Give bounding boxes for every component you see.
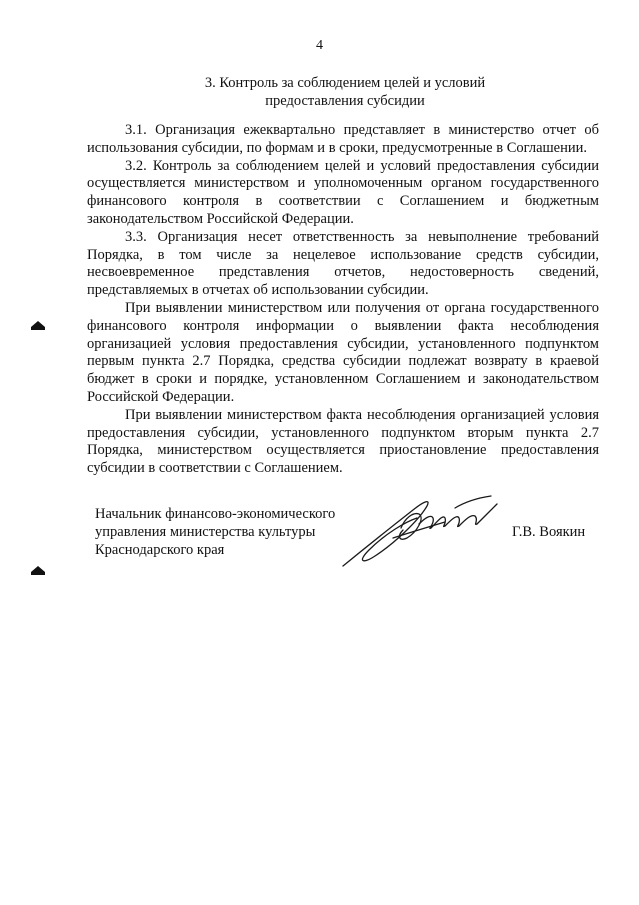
signatory-position-line-3: Краснодарского края	[95, 542, 225, 558]
handwritten-signature	[335, 488, 505, 578]
paragraph-suspension: При выявлении министерством факта несоблюдения организацией условия предоставления субсидии, установленного подпунктом вторым пункта 2.7 Порядка, министерством осуществляется приостановление предоставления субсидии в соответствии с Соглашением.	[87, 406, 599, 477]
signatory-position-line-2: управления министерства культуры	[95, 524, 316, 540]
section-title-line-2: предоставления субсидии	[265, 93, 425, 109]
document-body	[87, 122, 599, 478]
paragraph-refund: При выявлении министерством или получения от органа государственного финансового контроля информации о выявлении факта несоблюдения организацией условия предоставления субсидии, установленного подпунктом первым пункта 2.7 Порядка, средства субсидии подлежат возврату в краевой бюджет в сроки и порядке, установленном Соглашением и законодательством Российской Федерации.	[87, 299, 599, 405]
section-title-line-1: 3. Контроль за соблюдением целей и условий	[204, 75, 486, 91]
paragraph-3-1: 3.1. Организация ежеквартально представляет в министерство отчет об использования субсидии, по формам и в сроки, предусмотренные в Соглашении.	[87, 122, 599, 156]
scan-artifact-mark	[30, 563, 46, 577]
section-title	[120, 74, 570, 110]
paragraph-3-2: 3.2. Контроль за соблюдением целей и условий предоставления субсидии осуществляется министерством и уполномоченным органом государственного финансового контроля в соответствии с Соглашением и бюджетным законодательством Российской Федерации.	[87, 157, 599, 227]
signatory-block	[95, 505, 355, 559]
signer-name: Г.В. Воякин	[512, 524, 586, 540]
scan-artifact-mark	[30, 318, 46, 332]
page-number: 4	[316, 38, 323, 53]
signatory-position-line-1: Начальник финансово-экономического	[95, 506, 336, 522]
paragraph-3-3: 3.3. Организация несет ответственность за невыполнение требований Порядка, в том числе за нецелевое использование средств субсидии, несвоевременное представления отчетов, недостоверность сведений, представляемых в отчетах об использовании субсидии.	[87, 228, 599, 299]
